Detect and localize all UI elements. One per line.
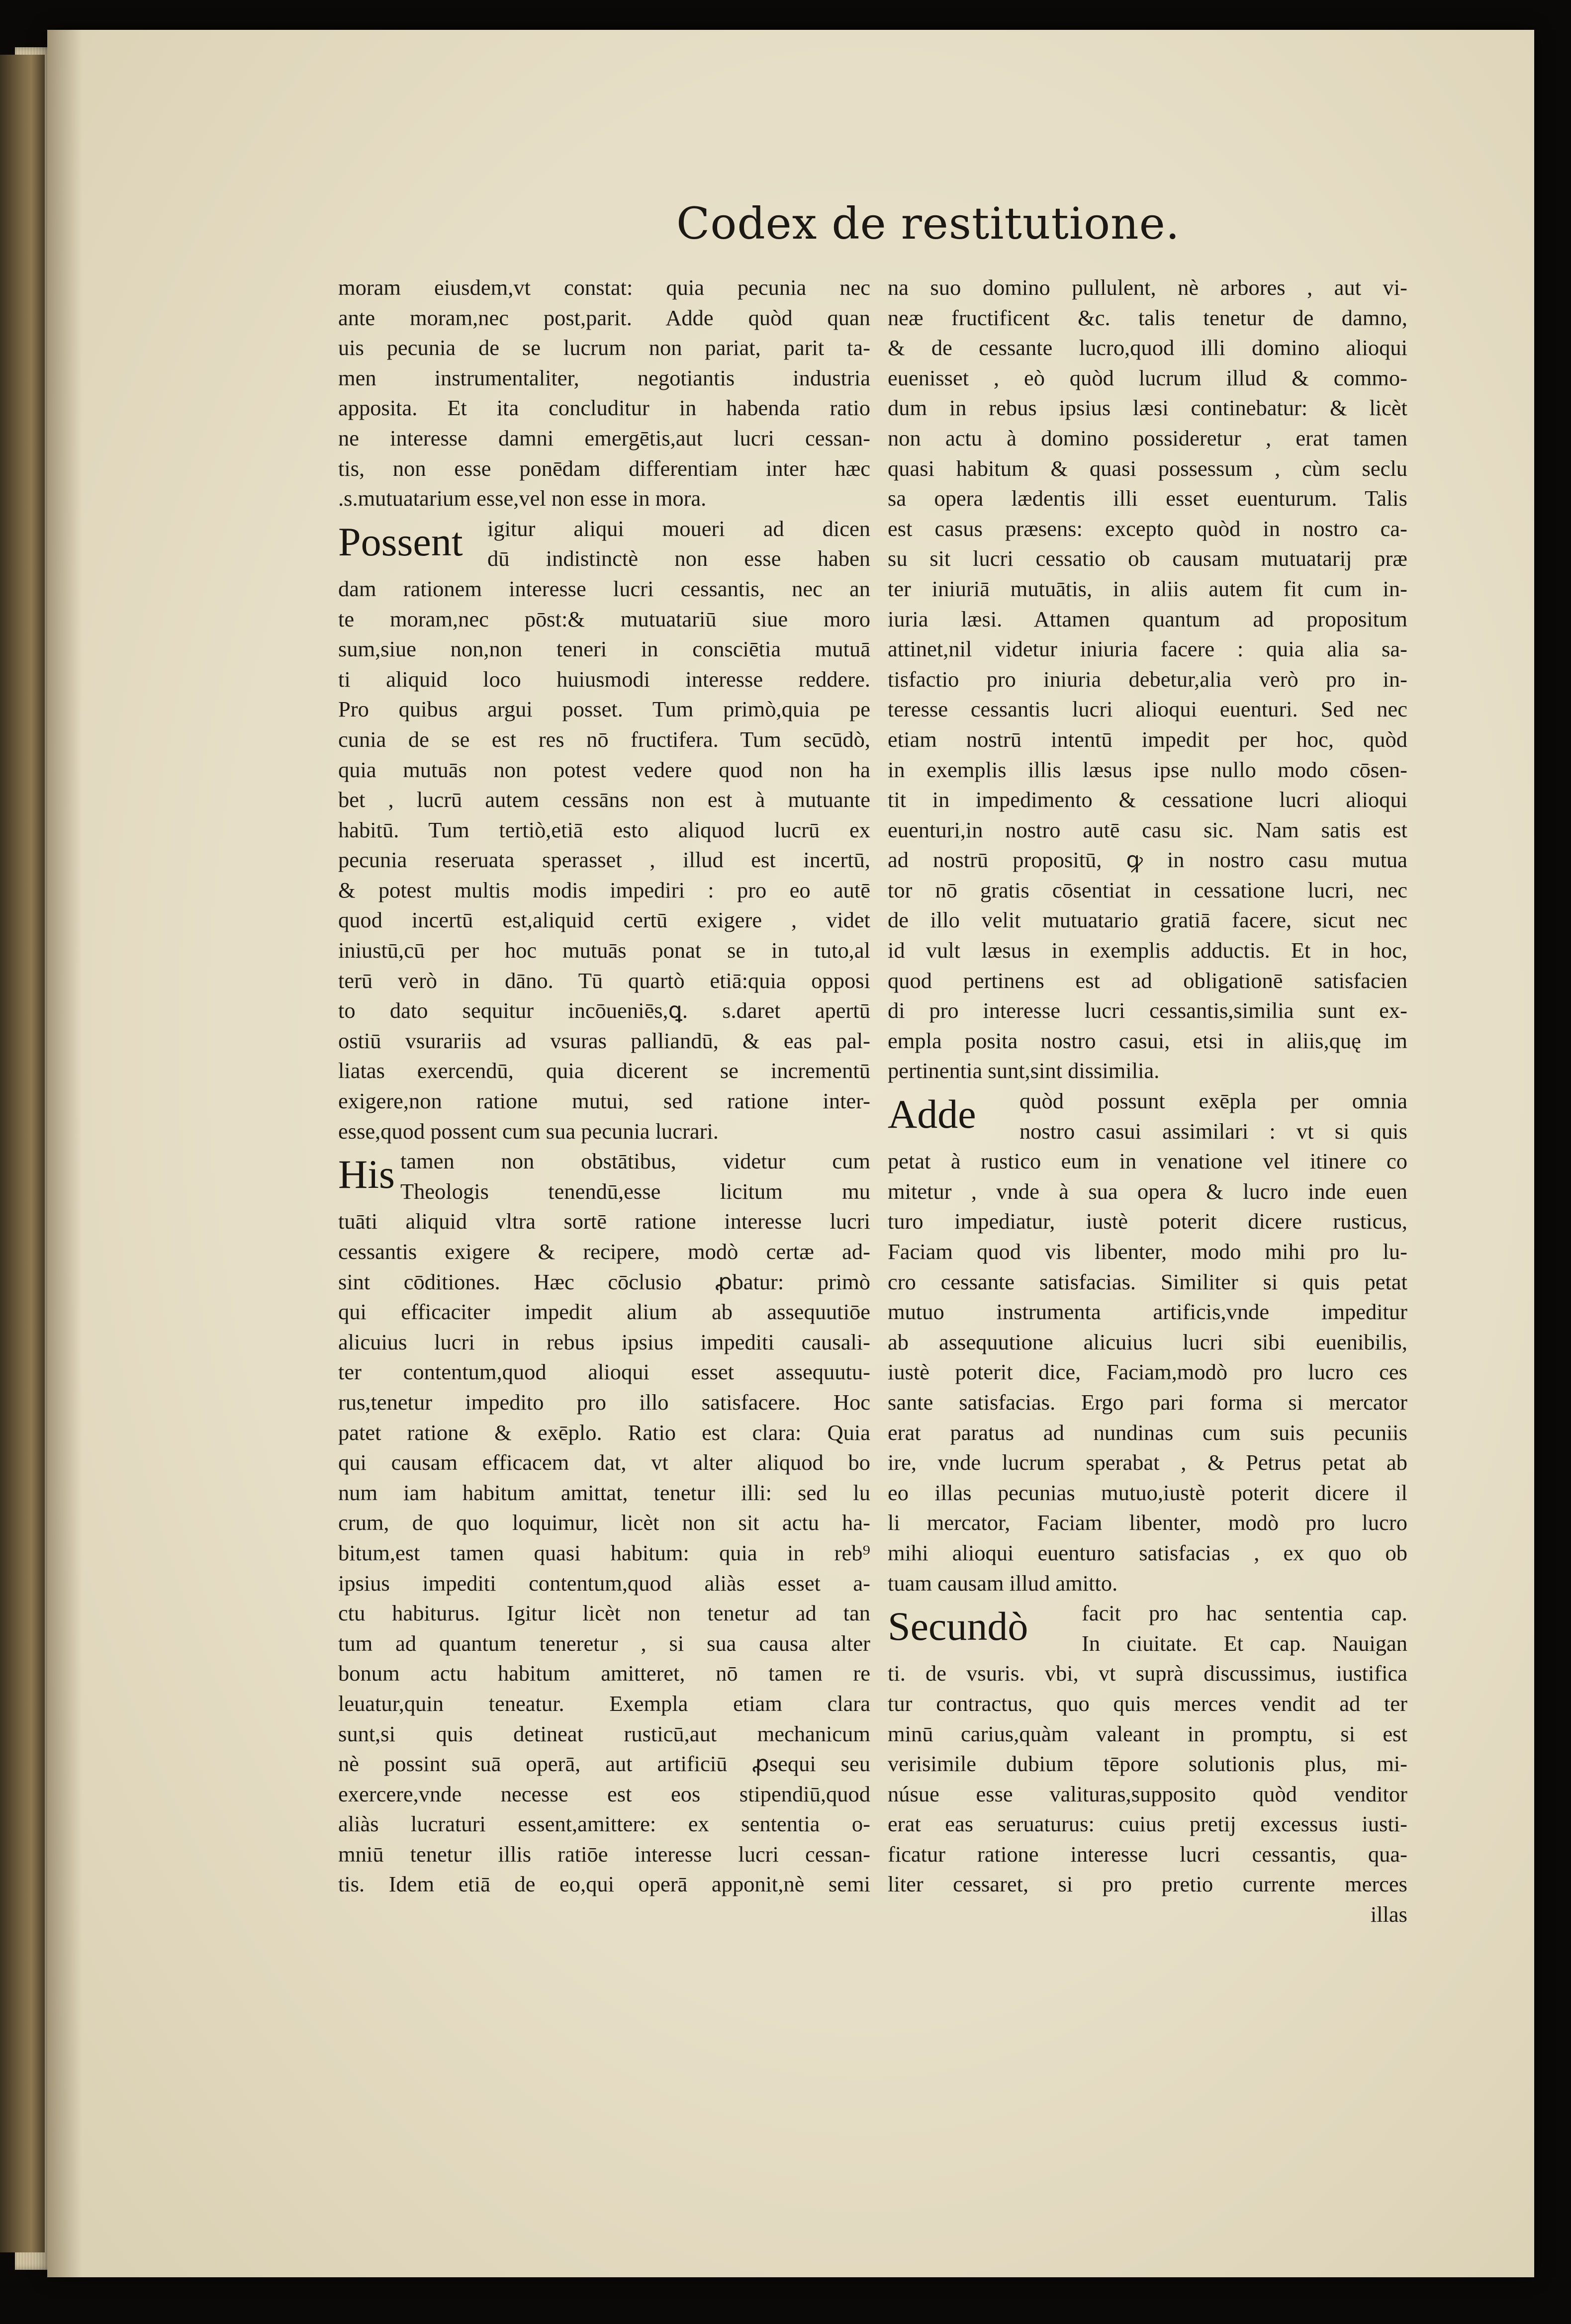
text-line: núsue esse valituras,supposito quòd venditor	[888, 1781, 1407, 1806]
paragraph-opening	[888, 1598, 1407, 1658]
text-line: rus,tenetur impedito pro illo satisfacere. Hoc	[338, 1389, 870, 1415]
text-line: empla posita nostro casui, etsi in aliis,quę im	[888, 1028, 1407, 1053]
text-line: .s.mutuatarium esse,vel non esse in mora.	[338, 486, 707, 511]
text-line: uis pecunia de se lucrum non pariat, parit ta-	[338, 335, 870, 360]
drop-initial-word: Secundò	[888, 1604, 1028, 1649]
text-line: ab assequutione alicuius lucri sibi euenibilis,	[888, 1329, 1407, 1354]
text-line: ne interesse damni emergētis,aut lucri cessan-	[338, 425, 870, 450]
text-line: ipsius impediti contentum,quod aliàs esset a-	[338, 1570, 870, 1596]
text-line: eo illas pecunias mutuo,iustè poterit dicere il	[888, 1480, 1407, 1505]
text-line: nè possint suā operā, aut artificiū ꝓsequi seu	[338, 1751, 870, 1777]
text-line: ti. de vsuris. vbi, vt suprà discussimus, iustifica	[888, 1661, 1407, 1686]
text-line: quod incertū est,aliquid certū exigere , videt	[338, 907, 870, 933]
text-line: liatas exercendū, quia dicerent se incrementū	[338, 1058, 870, 1083]
text-line: num iam habitum amittat, tenetur illi: sed lu	[338, 1480, 870, 1505]
drop-initial-word: Possent	[338, 519, 463, 564]
text-line: dū indistinctè non esse haben	[487, 546, 870, 571]
text-line: & potest multis modis impediri : pro eo autē	[338, 877, 870, 902]
text-line: igitur aliqui moueri ad dicen	[487, 516, 870, 541]
text-line: tur contractus, quo quis merces vendit ad ter	[888, 1691, 1407, 1716]
text-line: ter iniuriā mutuātis, in aliis autem fit cum in-	[888, 576, 1407, 601]
text-line: apposita. Et ita concluditur in habenda ratio	[338, 395, 870, 421]
text-line: dam rationem interesse lucri cessantis, nec an	[338, 576, 870, 601]
text-line: non actu à domino possideretur , erat tamen	[888, 425, 1407, 450]
text-line: liter cessaret, si pro pretio currente merces	[888, 1872, 1407, 1897]
running-header: Codex de restitutione.	[676, 198, 1180, 249]
text-line: turo impediatur, iustè poterit dicere rusticus,	[888, 1209, 1407, 1234]
text-line: minū carius,quàm valeant in promptu, si est	[888, 1721, 1407, 1746]
text-line: mihi alioqui euenturo satisfacias , ex quo ob	[888, 1540, 1407, 1565]
text-line: cro cessante satisfacias. Similiter si quis petat	[888, 1269, 1407, 1294]
text-line: sa opera lædentis illi esset euenturum. Talis	[888, 486, 1407, 511]
text-line: quia mutuās non potest vedere quod non ha	[338, 757, 870, 782]
text-line: mitetur , vnde à sua opera & lucro inde euen	[888, 1178, 1407, 1204]
paragraph-opening	[338, 1146, 870, 1206]
text-line: tit in impedimento & cessatione lucri alioqui	[888, 787, 1407, 812]
text-line: iniustū,cū per hoc mutuās ponat se in tuto,al	[338, 938, 870, 963]
text-line: qui causam efficacem dat, vt alter aliquod bo	[338, 1450, 870, 1475]
text-line: men instrumentaliter, negotiantis industria	[338, 365, 870, 390]
text-line: pecunia reseruata sperasset , illud est incertū,	[338, 847, 870, 873]
text-line: na suo domino pullulent, nè arbores , aut vi-	[888, 275, 1407, 300]
text-line: erat paratus ad nundinas cum suis pecuniis	[888, 1420, 1407, 1445]
text-line: Faciam quod vis libenter, modo mihi pro lu-	[888, 1239, 1407, 1264]
text-line: quòd possunt exēpla per omnia	[1019, 1088, 1407, 1114]
text-line: tor nō gratis cōsentiat in cessatione lucri, nec	[888, 877, 1407, 902]
text-line: patet ratione & exēplo. Ratio est clara: Quia	[338, 1420, 870, 1445]
text-line: verisimile dubium tēpore solutionis plus, mi-	[888, 1751, 1407, 1777]
text-line: exercere,vnde necesse est eos stipendiū,quod	[338, 1781, 870, 1806]
text-line: sum,siue non,non teneri in consciētia mutuā	[338, 636, 870, 662]
text-line: cunia de se est res nō fructifera. Tum secūdò,	[338, 726, 870, 752]
text-line: habitū. Tum tertiò,etiā esto aliquod lucrū ex	[338, 817, 870, 842]
text-line: euenturi,in nostro autē casu sic. Nam satis est	[888, 817, 1407, 842]
text-line: moram eiusdem,vt constat: quia pecunia nec	[338, 275, 870, 300]
text-line: erat eas seruaturus: cuius pretij excessus iusti-	[888, 1811, 1407, 1837]
text-line: quasi habitum & quasi possessum , cùm seclu	[888, 455, 1407, 481]
paragraph-opening	[888, 1086, 1407, 1146]
text-line: nostro casui assimilari : vt si quis	[1019, 1118, 1407, 1144]
text-line: ficatur ratione interesse lucri cessantis, qua-	[888, 1841, 1407, 1867]
text-line: sunt,si quis detineat rusticū,aut mechanicum	[338, 1721, 870, 1746]
text-line: terū verò in dāno. Tū quartò etiā:quia opposi	[338, 968, 870, 993]
text-line: ostiū vsurariis ad vsuras palliandū, & eas pal-	[338, 1028, 870, 1053]
text-line: teresse cessantis lucri alioqui euenturi. Sed nec	[888, 697, 1407, 722]
text-line: bonum actu habitum amitteret, nō tamen re	[338, 1661, 870, 1686]
catchword: illas	[1370, 1902, 1407, 1927]
text-line: qui efficaciter impedit alium ab assequutiōe	[338, 1299, 870, 1325]
text-line: tis, non esse ponēdam differentiam inter hæc	[338, 455, 870, 481]
text-line: ante moram,nec post,parit. Adde quòd quan	[338, 305, 870, 330]
text-line: Theologis tenendū,esse licitum mu	[400, 1178, 870, 1204]
right-column	[888, 272, 1407, 1930]
drop-initial-word: His	[338, 1152, 395, 1197]
text-line: mutuo instrumenta artificis,vnde impeditur	[888, 1299, 1407, 1325]
text-line: dum in rebus ipsius læsi continebatur: & licèt	[888, 395, 1407, 421]
text-line: est casus præsens: excepto quòd in nostro ca-	[888, 516, 1407, 541]
text-line: tuāti aliquid vltra sortē ratione interesse lucri	[338, 1209, 870, 1234]
text-line: mniū tenetur illis ratiōe interesse lucri cessan-	[338, 1841, 870, 1867]
text-line: ti aliquid loco huiusmodi interesse reddere.	[338, 666, 870, 692]
text-line: sante satisfacias. Ergo pari forma si mercator	[888, 1389, 1407, 1415]
text-line: iustè poterit dice, Faciam,modò pro lucro ces	[888, 1359, 1407, 1385]
book-spine-edge	[0, 55, 45, 2252]
text-line: ter contentum,quod alioqui esset assequutu-	[338, 1359, 870, 1385]
text-line: alicuius lucri in rebus ipsius impediti causali-	[338, 1329, 870, 1354]
text-line: ire, vnde lucrum sperabat , & Petrus petat ab	[888, 1450, 1407, 1475]
left-column	[338, 272, 870, 1899]
text-line: su sit lucri cessatio ob causam mutuatarij præ	[888, 546, 1407, 571]
text-line: exigere,non ratione mutui, sed ratione inter-	[338, 1088, 870, 1114]
text-line: quod pertinens est ad obligationē satisfacien	[888, 968, 1407, 993]
text-line: id vult læsus in exemplis adductis. Et in hoc,	[888, 938, 1407, 963]
paragraph-opening	[338, 514, 870, 574]
text-line: tuam causam illud amitto.	[888, 1570, 1118, 1596]
text-line: & de cessante lucro,quod illi domino alioqui	[888, 335, 1407, 360]
text-line: bitum,est tamen quasi habitum: quia in reb⁹	[338, 1540, 870, 1565]
text-line: pertinentia sunt,sint dissimilia.	[888, 1058, 1160, 1083]
text-line: leuatur,quin teneatur. Exempla etiam clara	[338, 1691, 870, 1716]
text-line: attinet,nil videtur iniuria facere : quia alia sa-	[888, 636, 1407, 662]
text-line: li mercator, Faciam libenter, modò pro lucro	[888, 1510, 1407, 1535]
text-line: tamen non obstātibus, videtur cum	[400, 1149, 870, 1174]
text-line: to dato sequitur incōueniēs,ꝗ. s.daret apertū	[338, 998, 870, 1023]
text-line: cessantis exigere & recipere, modò certæ ad-	[338, 1239, 870, 1264]
text-line: te moram,nec pōst:& mutuatariū siue moro	[338, 606, 870, 631]
text-line: di pro interesse lucri cessantis,similia sunt ex-	[888, 998, 1407, 1023]
text-line: ad nostrū propositū, ꝙ in nostro casu mutua	[888, 847, 1407, 873]
text-line: tisfactio pro iniuria debetur,alia verò pro in-	[888, 666, 1407, 692]
text-line: petat à rustico eum in venatione vel itinere co	[888, 1149, 1407, 1174]
text-line: de illo velit mutuatario gratiā facere, sicut nec	[888, 907, 1407, 933]
text-line: In ciuitate. Et cap. Nauigan	[1082, 1630, 1407, 1656]
page-gutter-shadow	[47, 30, 82, 2277]
text-line: facit pro hac sententia cap.	[1082, 1601, 1407, 1626]
text-line: euenisset , eò quòd lucrum illud & commo-	[888, 365, 1407, 390]
text-line: esse,quod possent cum sua pecunia lucrari.	[338, 1118, 719, 1144]
text-line: bet , lucrū autem cessāns non est à mutuante	[338, 787, 870, 812]
text-line: crum, de quo loquimur, licèt non sit actu ha-	[338, 1510, 870, 1535]
text-line: aliàs lucraturi essent,amittere: ex sententia o-	[338, 1811, 870, 1837]
text-line: in exemplis illis læsus ipse nullo modo cōsen-	[888, 757, 1407, 782]
text-line: iuria læsi. Attamen quantum ad propositum	[888, 606, 1407, 631]
text-line: sint cōditiones. Hæc cōclusio ꝓbatur: primò	[338, 1269, 870, 1294]
text-line: Pro quibus argui posset. Tum primò,quia pe	[338, 697, 870, 722]
text-line: tum ad quantum teneretur , si sua causa alter	[338, 1630, 870, 1656]
text-line: ctu habiturus. Igitur licèt non tenetur ad tan	[338, 1601, 870, 1626]
text-line: etiam nostrū intentū impedit per hoc, quòd	[888, 726, 1407, 752]
text-line: neæ fructificent &c. talis tenetur de damno,	[888, 305, 1407, 330]
text-line: tis. Idem etiā de eo,qui operā apponit,nè semi	[338, 1872, 870, 1897]
drop-initial-word: Adde	[888, 1091, 976, 1137]
